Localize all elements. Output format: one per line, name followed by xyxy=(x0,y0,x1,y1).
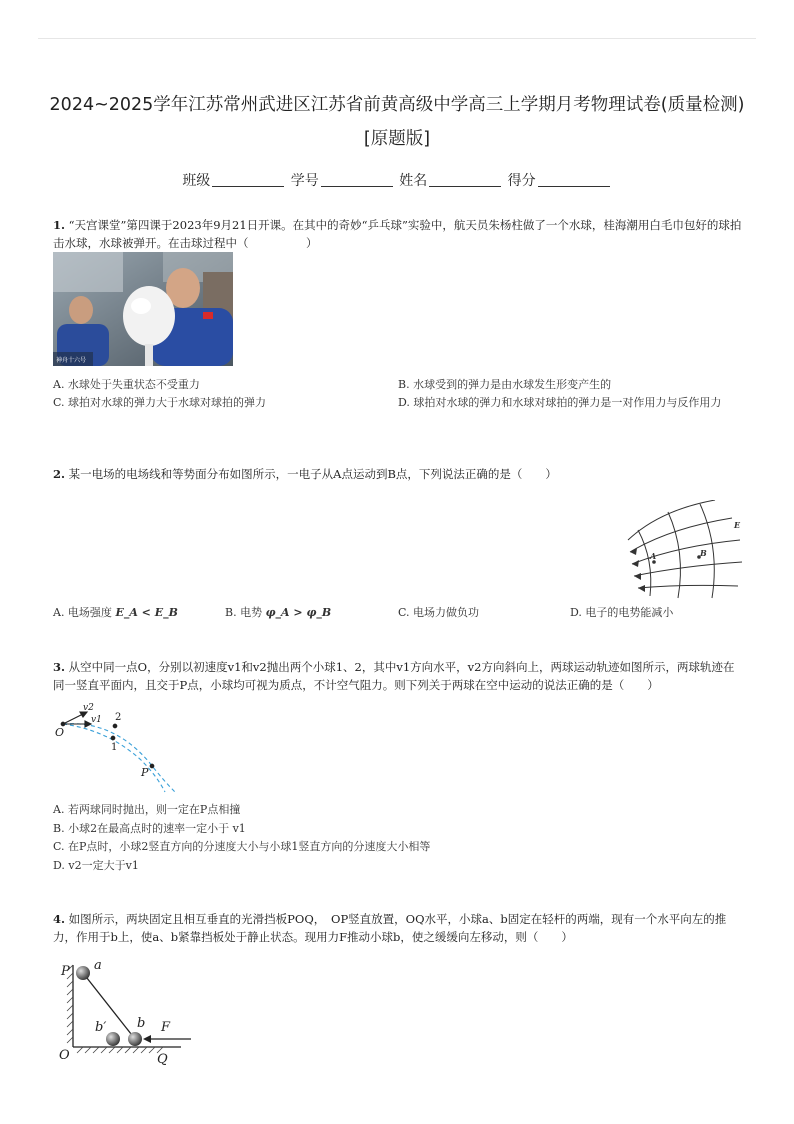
question-number: 2. xyxy=(53,467,66,481)
question-2 xyxy=(53,465,743,483)
option-math: E_A < E_B xyxy=(115,606,178,619)
label-q: Q xyxy=(157,1052,168,1067)
question-4 xyxy=(53,910,743,946)
label-e: E xyxy=(734,520,741,530)
trajectory-2 xyxy=(63,724,175,792)
question-text: 如图所示，两块固定且相互垂直的光滑挡板POQ， OP竖直放置，OQ水平，小球a、b固定在轻杆的两端，现有一个水平向左的推力，作用于b上，使a、b紧靠挡板处于静止状态。现用力F推动小球b，使之缓缓向左移动，则（ ） xyxy=(53,912,727,944)
question-1 xyxy=(53,216,743,252)
score-blank[interactable] xyxy=(538,172,610,187)
ball-b-prime xyxy=(106,1032,120,1046)
question-text: 从空中同一点O，分别以初速度v1和v2抛出两个小球1、2，其中v1方向水平，v2方向斜向上，两球运动轨迹如图所示，两球轨迹在同一竖直平面内，且交于P点，小球均可视为质点，不计空气阻力。则下列关于两球在空中运动的说法正确的是（ ） xyxy=(53,660,735,692)
question-number: 3. xyxy=(53,660,66,674)
header-divider xyxy=(38,38,756,39)
q2-option-a[interactable] xyxy=(53,604,178,621)
field-line xyxy=(638,585,738,588)
label-p: P xyxy=(61,964,70,979)
class-label: 班级 xyxy=(182,173,211,189)
label-p: P xyxy=(141,766,149,779)
equipotential-line xyxy=(668,512,680,598)
label-ball-1: 1 xyxy=(111,742,118,753)
field-arrow xyxy=(630,548,637,555)
q3-option-c[interactable]: C. 在P点时，小球2竖直方向的分速度大小与小球1竖直方向的分速度大小相等 xyxy=(53,840,431,853)
ball-b xyxy=(128,1032,142,1046)
option-text: A. 电场强度 xyxy=(53,606,112,619)
q1-option-a[interactable]: A. 水球处于失重状态不受重力 xyxy=(53,378,200,391)
id-label: 学号 xyxy=(290,173,319,189)
score-label: 得分 xyxy=(507,173,536,189)
q3-option-a[interactable]: A. 若两球同时抛出，则一定在P点相撞 xyxy=(53,803,241,816)
question-text: 某一电场的电场线和等势面分布如图所示，一电子从A点运动到B点，下列说法正确的是（ ） xyxy=(68,467,557,481)
floor-hatching xyxy=(77,1047,163,1053)
page-title: 2024~2025学年江苏常州武进区江苏省前黄高级中学高三上学期月考物理试卷(质量检测)[原题版] xyxy=(49,95,745,149)
label-f: F xyxy=(161,1020,171,1035)
q1-option-b[interactable]: B. 水球受到的弹力是由水球发生形变产生的 xyxy=(398,378,612,391)
field-arrow xyxy=(638,585,645,592)
q1-option-c[interactable]: C. 球拍对水球的弹力大于水球对球拍的弹力 xyxy=(53,396,267,409)
label-a: A xyxy=(650,551,657,561)
projectile-figure xyxy=(53,700,183,796)
option-math: φ_A > φ_B xyxy=(265,606,332,619)
label-v1: v1 xyxy=(91,715,102,725)
q3-option-b[interactable]: B. 小球2在最高点时的速率一定小于 v1 xyxy=(53,822,246,835)
ball-2 xyxy=(113,724,117,728)
photo-caption: 神舟十六号 xyxy=(56,357,87,364)
field-arrow xyxy=(634,573,641,580)
q2-option-c[interactable]: C. 电场力做负功 xyxy=(398,606,480,619)
field-line xyxy=(632,540,740,564)
q2-option-b[interactable] xyxy=(225,604,331,621)
photo-illustration xyxy=(53,252,233,366)
pushed-rod-figure xyxy=(53,955,203,1067)
ball-1 xyxy=(111,736,115,740)
label-ball-2: 2 xyxy=(115,712,122,723)
name-blank[interactable] xyxy=(429,172,501,187)
label-v2: v2 xyxy=(83,703,94,713)
option-text: B. 电势 xyxy=(225,606,263,619)
light-rod xyxy=(83,973,135,1039)
label-b: b xyxy=(137,1016,146,1031)
point-p xyxy=(150,764,154,768)
label-o: O xyxy=(59,1048,70,1063)
label-a: a xyxy=(94,958,102,973)
class-blank[interactable] xyxy=(212,172,284,187)
question-number: 4. xyxy=(53,912,66,926)
q2-option-d[interactable]: D. 电子的电势能减小 xyxy=(570,606,674,619)
q1-option-d[interactable]: D. 球拍对水球的弹力和水球对球拍的弹力是一对作用力与反作用力 xyxy=(398,396,722,409)
id-blank[interactable] xyxy=(321,172,393,187)
ball-a xyxy=(76,966,90,980)
q3-option-d[interactable]: D. v2一定大于v1 xyxy=(53,859,139,872)
name-label: 姓名 xyxy=(399,173,428,189)
field-arrow xyxy=(632,560,639,567)
student-info-line xyxy=(0,170,794,190)
astronaut-photo xyxy=(53,252,233,366)
label-b-prime: b′ xyxy=(95,1020,107,1035)
question-3 xyxy=(53,658,743,694)
question-number: 1. xyxy=(53,218,66,232)
label-b: B xyxy=(700,548,707,558)
electric-field-figure xyxy=(620,500,750,600)
question-text: “天宫课堂”第四课于2023年9月21日开课。在其中的奇妙“乒乓球”实验中，航天员朱杨柱做了一个水球，桂海潮用白毛巾包好的球拍击水球，水球被弹开。在击球过程中（ ） xyxy=(53,218,742,250)
label-o: O xyxy=(55,726,65,739)
force-arrow-head xyxy=(143,1035,151,1043)
